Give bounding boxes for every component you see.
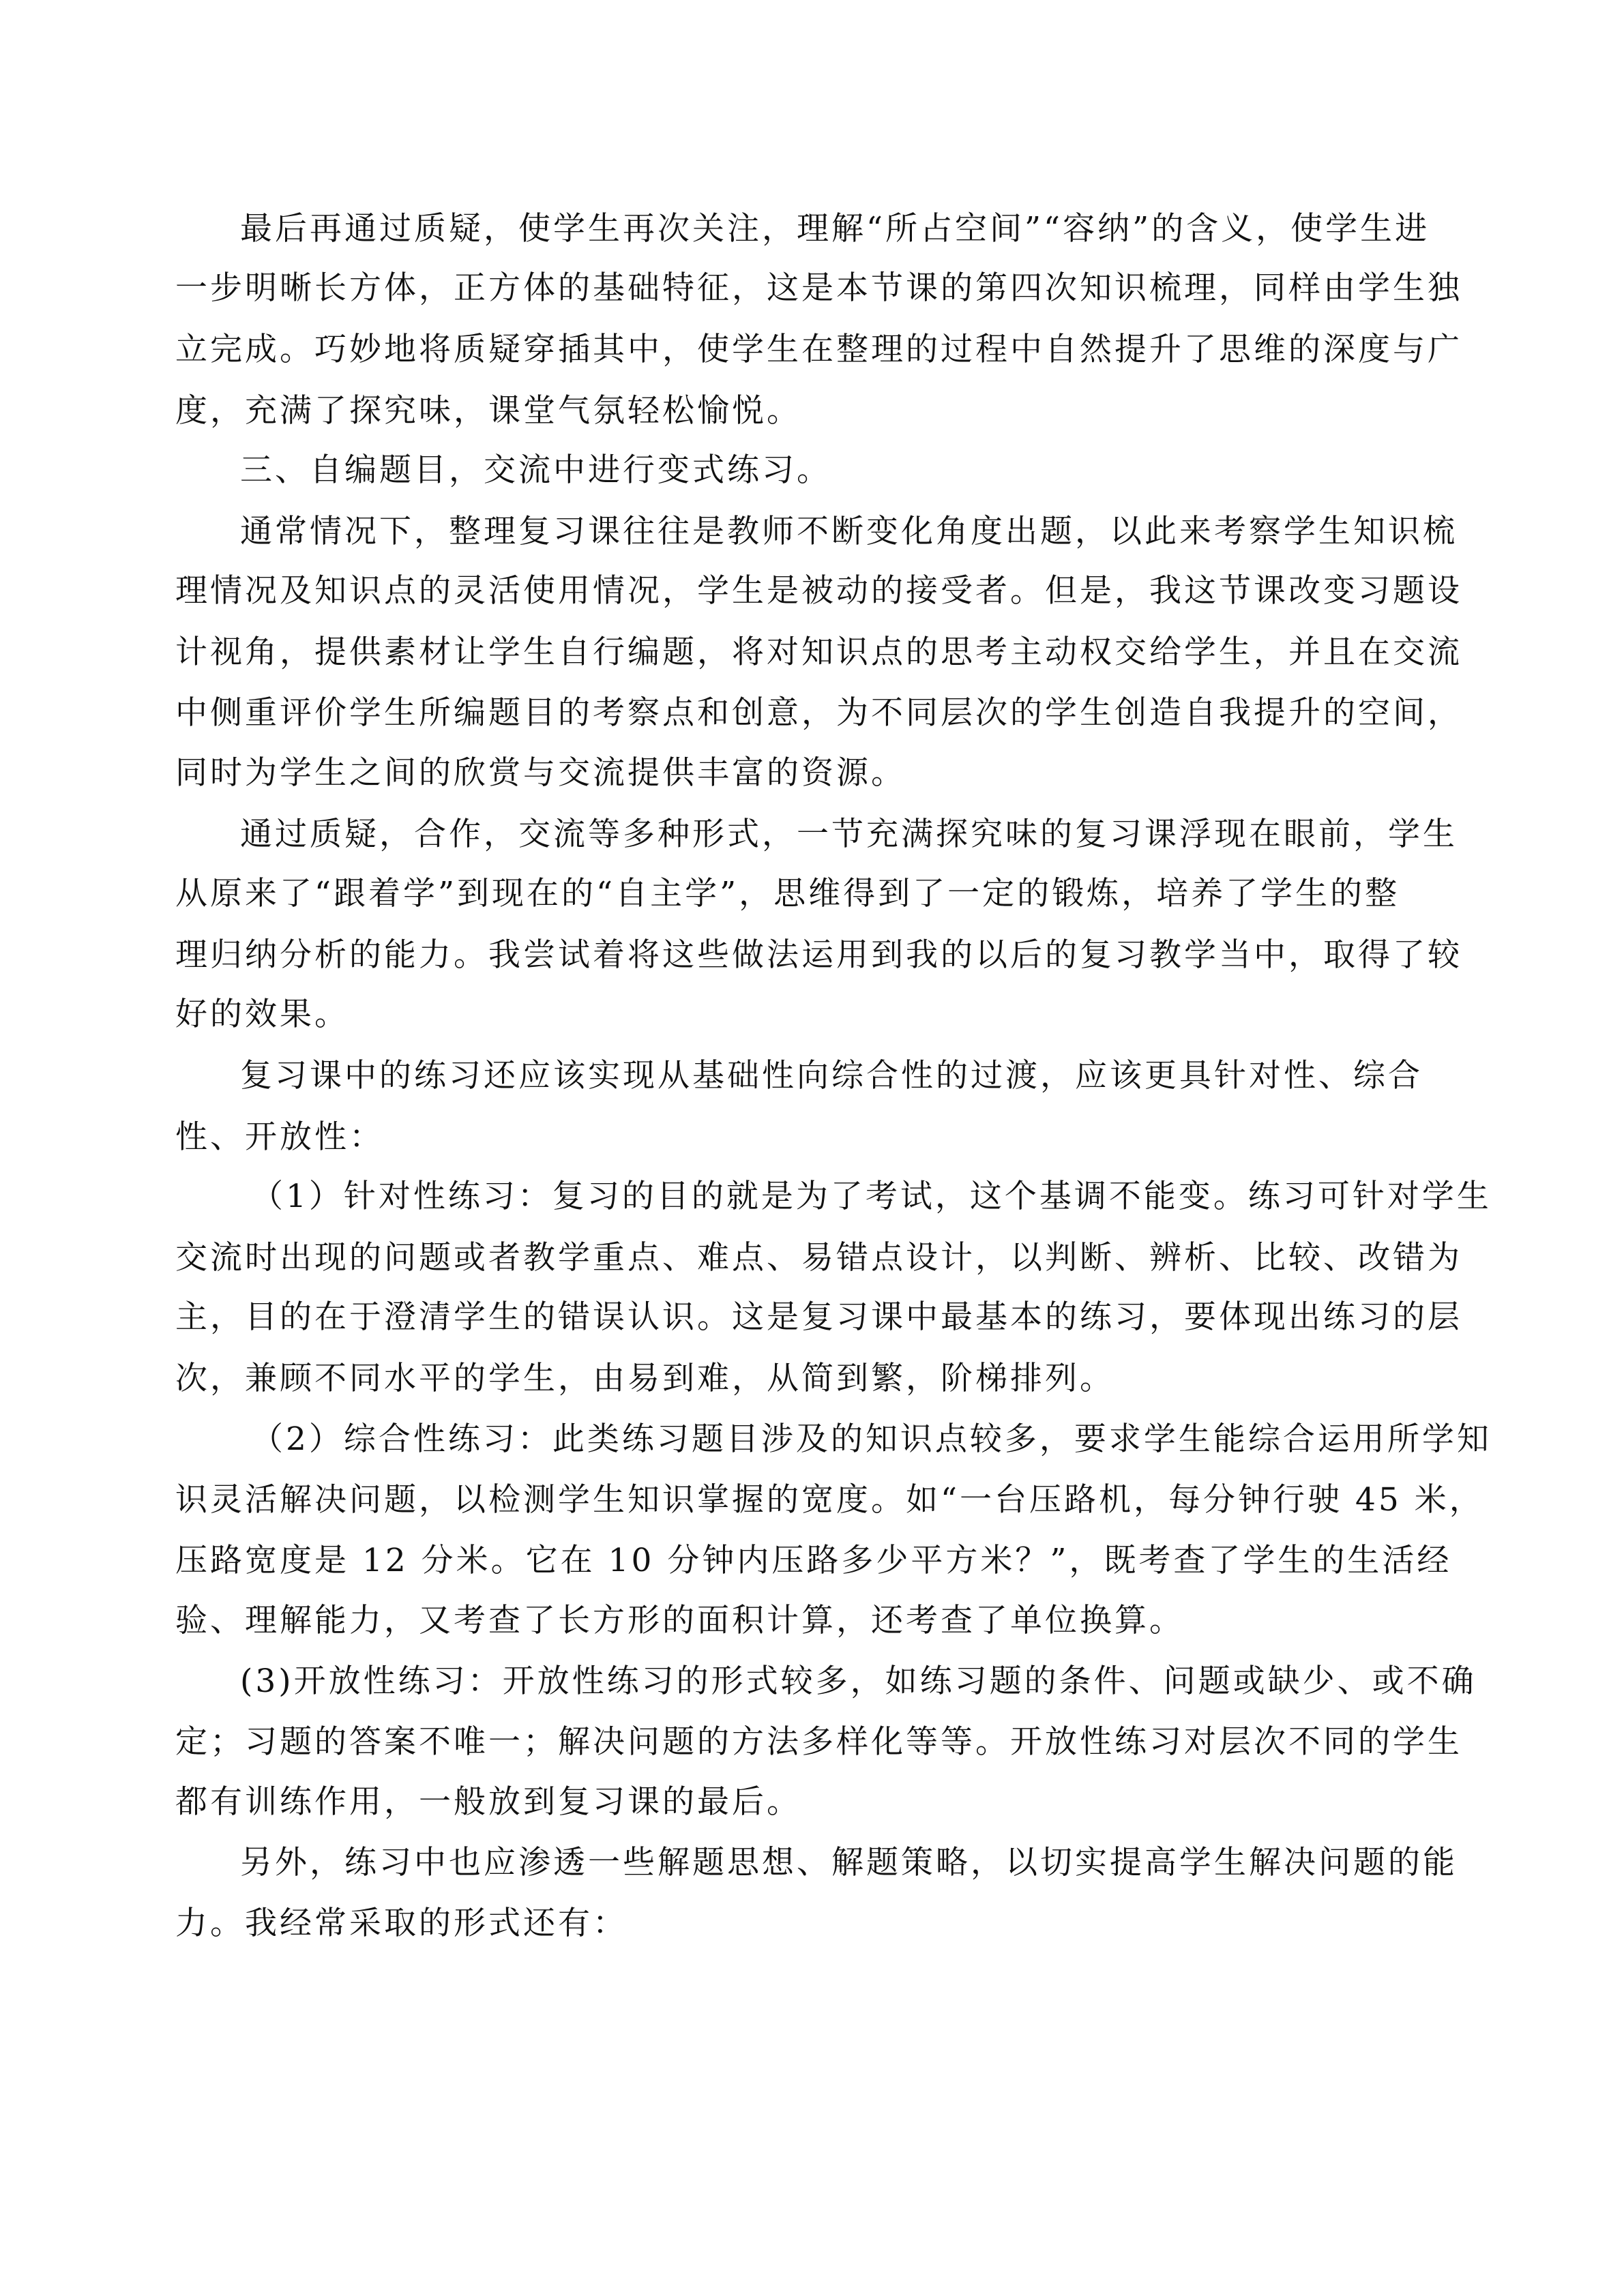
text-line: 主，目的在于澄清学生的错误认识。这是复习课中最基本的练习，要体现出练习的层 [175,1298,1462,1336]
text-line: 压路宽度是 12 分米。它在 10 分钟内压路多少平方米？”，既考查了学生的生活经 [175,1542,1452,1579]
text-line: 立完成。巧妙地将质疑穿插其中，使学生在整理的过程中自然提升了思维的深度与广 [175,331,1462,368]
text-line: 识灵活解决问题，以检测学生知识掌握的宽度。如“一台压路机，每分钟行驶 45 米， [175,1481,1484,1519]
text-line: 次，兼顾不同水平的学生，由易到难，从简到繁，阶梯排列。 [175,1360,1114,1397]
text-line: 另外，练习中也应渗透一些解题思想、解题策略，以切实提高学生解决问题的能 [240,1844,1458,1881]
text-line: 最后再通过质疑，使学生再次关注，理解“所占空间”“容纳”的含义，使学生进 [240,210,1430,248]
text-line: 通过质疑，合作，交流等多种形式，一节充满探究味的复习课浮现在眼前，学生 [240,816,1458,853]
text-line: 验、理解能力，又考查了长方形的面积计算，还考查了单位换算。 [175,1602,1184,1639]
text-line: 一步明晰长方体，正方体的基础特征，这是本节课的第四次知识梳理，同样由学生独 [175,269,1462,307]
text-line: （2）综合性练习：此类练习题目涉及的知识点较多，要求学生能综合运用所学知 [251,1420,1492,1458]
text-line: 中侧重评价学生所编题目的考察点和创意，为不同层次的学生创造自我提升的空间， [175,694,1462,732]
text-line: 性、开放性： [175,1118,384,1156]
text-line: （1）针对性练习：复习的目的就是为了考试，这个基调不能变。练习可针对学生 [251,1178,1492,1215]
text-line: 度，充满了探究味，课堂气氛轻松愉悦。 [175,392,801,430]
text-line: 好的效果。 [175,996,349,1033]
text-line: 同时为学生之间的欣赏与交流提供丰富的资源。 [175,754,906,792]
section-heading: 三、自编题目，交流中进行变式练习。 [240,451,831,489]
text-line: 力。我经常采取的形式还有： [175,1905,628,1942]
text-line: 理情况及知识点的灵活使用情况，学生是被动的接受者。但是，我这节课改变习题设 [175,572,1462,610]
text-line: 定；习题的答案不唯一；解决问题的方法多样化等等。开放性练习对层次不同的学生 [175,1723,1462,1761]
text-line: 计视角，提供素材让学生自行编题，将对知识点的思考主动权交给学生，并且在交流 [175,633,1462,671]
text-line: 都有训练作用，一般放到复习课的最后。 [175,1783,801,1821]
text-line: 通常情况下，整理复习课往往是教师不断变化角度出题，以此来考察学生知识梳 [240,513,1458,550]
text-line: 复习课中的练习还应该实现从基础性向综合性的过渡，应该更具针对性、综合 [240,1057,1423,1094]
text-line: 交流时出现的问题或者教学重点、难点、易错点设计，以判断、辨析、比较、改错为 [175,1239,1462,1277]
text-line: 从原来了“跟着学”到现在的“自主学”，思维得到了一定的锻炼，培养了学生的整 [175,875,1400,912]
text-line: 理归纳分析的能力。我尝试着将这些做法运用到我的以后的复习教学当中，取得了较 [175,936,1462,974]
text-line: (3)开放性练习：开放性练习的形式较多，如练习题的条件、问题或缺少、或不确 [240,1663,1477,1700]
